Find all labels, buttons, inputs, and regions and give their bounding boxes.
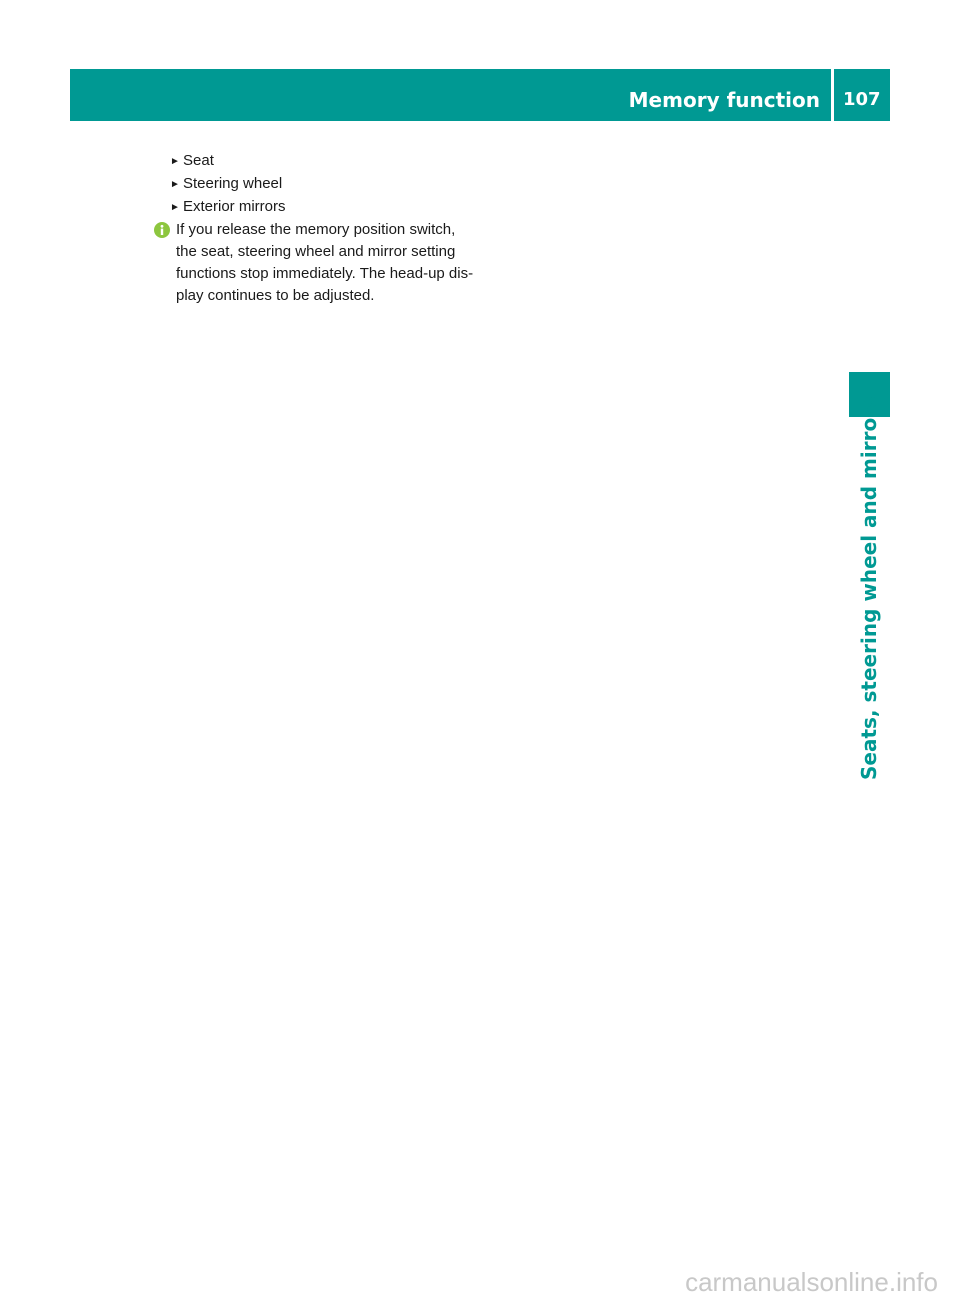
section-title: Memory function [628,88,820,112]
info-note [165,219,495,307]
header-divider [831,69,834,121]
chapter-label: Seats, steering wheel and mirrors [857,396,881,780]
page-content [165,150,495,307]
list-item-label: Seat [183,152,214,169]
page-header [70,69,890,121]
list-item [165,150,495,173]
bullet-marker-icon: ► [170,156,180,167]
bullet-list [165,150,495,219]
page-number: 107 [843,89,881,110]
list-item-label: Steering wheel [183,175,283,192]
bullet-marker-icon: ► [170,202,180,213]
list-item [165,196,495,219]
info-icon [154,222,170,238]
note-text: If you release the memory position switch, the seat, steering wheel and mirror setting functions stop immediately. The head-up dis- play continues to be adjusted. [176,221,474,304]
list-item-label: Exterior mirrors [183,198,286,215]
watermark: carmanualsonline.info [685,1267,938,1297]
bullet-marker-icon: ► [170,179,180,190]
list-item [165,173,495,196]
